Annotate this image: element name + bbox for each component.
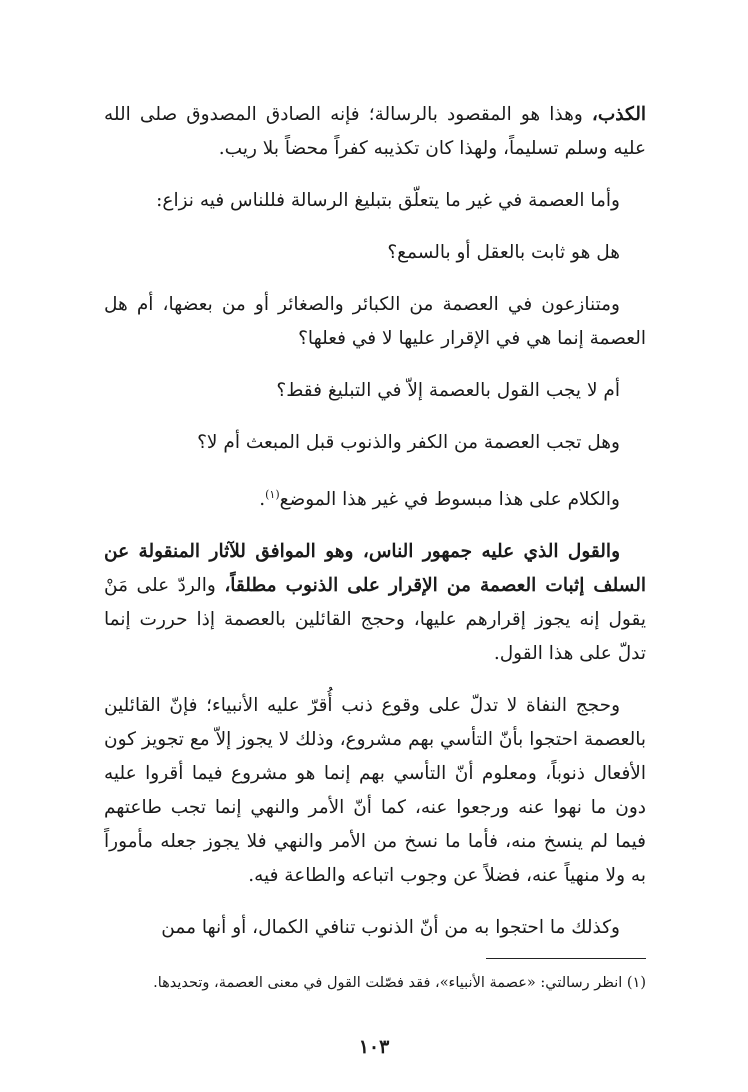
paragraph-10: وكذلك ما احتجوا به من أنّ الذنوب تنافي الكمال، أو أنها ممن: [161, 917, 620, 939]
paragraph-4: ومتنازعون في العصمة من الكبائر والصغائر أو من بعضها، أم هل العصمة إنما هي في الإقرار عليها لا في فعلها؟: [104, 294, 646, 349]
paragraph-3: هل هو ثابت بالعقل أو بالسمع؟: [387, 242, 620, 263]
paragraph-1: [104, 98, 646, 166]
paragraph-2: وأما العصمة في غير ما يتعلّق بتبليغ الرسالة فللناس فيه نزاع:: [156, 190, 620, 211]
paragraph-5: أم لا يجب القول بالعصمة إلاّ في التبليغ فقط؟: [276, 380, 620, 401]
page-number: ١٠٣: [358, 1036, 390, 1058]
paragraph-bold-lead: الكذب،: [591, 104, 646, 125]
paragraph-8: [104, 535, 646, 671]
paragraph-bold-lead: والقول الذي عليه جمهور الناس، وهو الموافق للآثار المنقولة عن السلف إثبات العصمة من الإقرار على الذنوب مطلقاً،: [104, 541, 646, 597]
footnote-divider: [486, 958, 646, 959]
footnote: (١) انظر رسالتي: «عصمة الأنبياء»، فقد فصّلت القول في معنى العصمة، وتحديدها.: [153, 975, 646, 991]
paragraph-9: وحجج النفاة لا تدلّ على وقوع ذنب أُقرّ عليه الأنبياء؛ فإنّ القائلين بالعصمة احتجوا بأنّ التأسي بهم مشروع، وذلك لا يجوز إلاّ مع تجويز كون الأفعال ذنوباً، ومعلوم أنّ التأسي بهم إنما هو مشروع فيما أقروا عليه دون ما نهوا عنه ورجعوا عنه، كما أنّ الأمر والنهي إنما تجب طاعتهم فيما لم ينسخ منه، فأما ما نسخ من الأمر والنهي فلا يجوز جعله مأموراً به ولا منهياً عنه، فضلاً عن وجوب اتباعه والطاعة فيه.: [104, 695, 646, 887]
main-text: [104, 98, 646, 963]
paragraph-tail: .: [259, 489, 266, 511]
paragraph-6: وهل تجب العصمة من الكفر والذنوب قبل المبعث أم لا؟: [197, 432, 620, 453]
paragraph-text: وهذا هو المقصود بالرسالة؛ فإنه الصادق المصدوق صلى الله عليه وسلم تسليماً، ولهذا كان تكذيبه كفراً محضاً بلا ريب.: [104, 104, 646, 159]
paragraph-7: [104, 478, 646, 517]
paragraph-text: والكلام على هذا مبسوط في غير هذا الموضع: [279, 489, 620, 511]
footnote-reference[interactable]: (١): [265, 488, 280, 501]
paragraph-text: والردّ على مَنْ يقول إنه يجوز إقرارهم عليها، وحجج القائلين بالعصمة إذا حررت إنما تدلّ على هذا القول.: [104, 575, 646, 665]
